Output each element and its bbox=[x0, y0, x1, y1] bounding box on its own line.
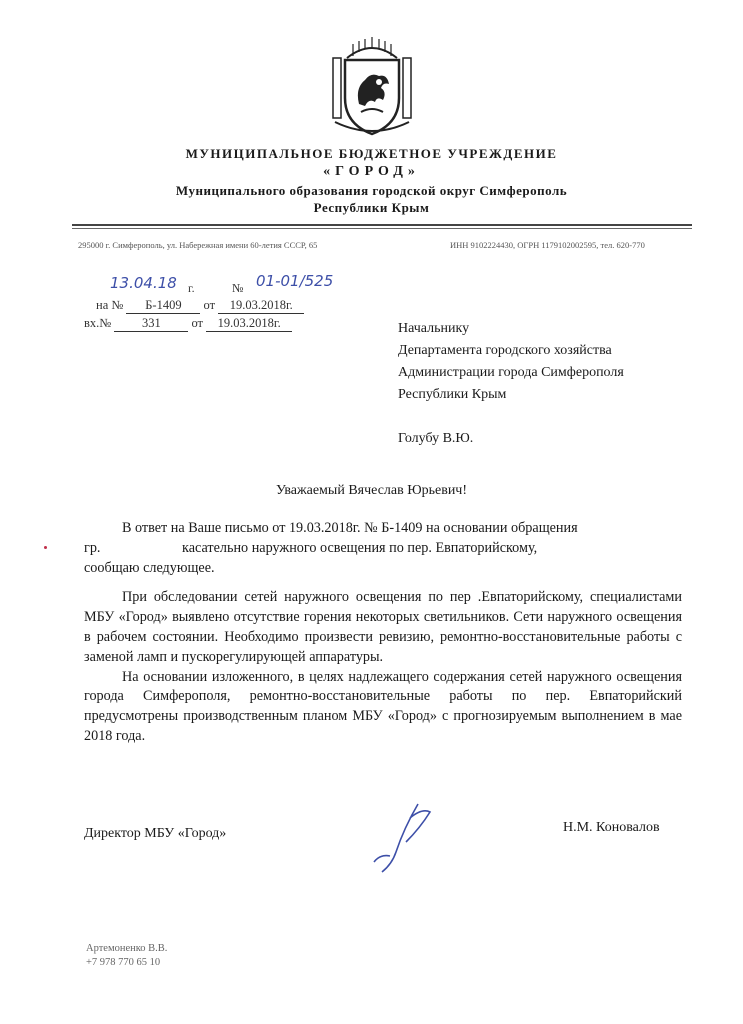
signatory-name: Н.М. Коновалов bbox=[563, 820, 660, 835]
date-suffix: г. bbox=[188, 281, 195, 295]
header-divider bbox=[72, 224, 692, 226]
paragraph-1-line3: сообщаю следующее. bbox=[84, 559, 215, 576]
addressee-block bbox=[398, 318, 624, 450]
org-name-line3: Муниципального образования городской округ Симферополь bbox=[175, 183, 568, 198]
outgoing-date-handwritten: 13.04.18 bbox=[110, 274, 177, 292]
org-name-line1: МУНИЦИПАЛЬНОЕ БЮДЖЕТНОЕ УЧРЕЖДЕНИЕ bbox=[185, 146, 558, 161]
paragraph-1 bbox=[84, 519, 682, 539]
addressee-line4: Республики Крым bbox=[398, 387, 507, 402]
executor-name: Артемоненко В.В. bbox=[86, 943, 168, 954]
handwritten-signature-icon bbox=[360, 798, 450, 878]
in-reply-date: 19.03.2018г. bbox=[218, 298, 304, 314]
ink-mark bbox=[44, 546, 47, 549]
header-divider-thin bbox=[72, 228, 692, 229]
addressee-line3: Администрации города Симферополя bbox=[398, 365, 624, 380]
incoming-from-label: от bbox=[191, 316, 204, 330]
addressee-name: Голубу В.Ю. bbox=[398, 431, 474, 446]
in-reply-from-label: от bbox=[203, 298, 216, 312]
org-name-line4: Республики Крым bbox=[313, 200, 430, 215]
org-name-line2: «ГОРОД» bbox=[323, 164, 420, 179]
org-requisites: ИНН 9102224430, ОГРН 1179102002595, тел. 620-770 bbox=[450, 240, 645, 250]
incoming-row bbox=[84, 316, 292, 332]
paragraph-3: На основании изложенного, в целях надлежащего содержания сетей наружного освещения города Симферополя, ремонтно-восстановительные работы по пер. Евпаторийский предусмотрены производственным планом МБУ «Город» с прогнозируемым выполнением в мае 2018 года. bbox=[84, 668, 682, 744]
incoming-label: вх.№ bbox=[84, 316, 112, 330]
signatory-title: Директор МБУ «Город» bbox=[84, 826, 227, 841]
paragraph-1-line2: гр. касательно наружного освещения по пер. Евпаторийскому, bbox=[84, 539, 538, 556]
addressee-line2: Департамента городского хозяйства bbox=[398, 343, 612, 358]
incoming-number: 331 bbox=[114, 316, 188, 332]
in-reply-row bbox=[96, 298, 304, 314]
paragraph-2: При обследовании сетей наружного освещения по пер .Евпаторийскому, специалистами МБУ «Город» выявлено отсутствие горения некоторых светильников. Сети наружного освещения в рабочем состоянии. Необходимо произвести ревизию, ремонтно-восстановительные работы с заменой ламп и пускорегулирующей аппаратуры. bbox=[84, 589, 682, 665]
letter-body bbox=[84, 519, 682, 747]
in-reply-number: Б-1409 bbox=[126, 298, 200, 314]
org-address: 295000 г. Симферополь, ул. Набережная имени 60-летия СССР, 65 bbox=[78, 240, 318, 250]
number-label: № bbox=[232, 281, 244, 295]
addressee-line1: Начальнику bbox=[398, 321, 470, 336]
paragraph-1-line1: В ответ на Ваше письмо от 19.03.2018г. № Б-1409 на основании обращения bbox=[122, 520, 578, 536]
greeting: Уважаемый Вячеслав Юрьевич! bbox=[275, 483, 468, 498]
in-reply-label: на № bbox=[96, 298, 124, 312]
executor-block bbox=[86, 942, 167, 970]
executor-phone: +7 978 770 65 10 bbox=[86, 957, 161, 968]
crimea-coat-of-arms-icon bbox=[329, 36, 415, 140]
incoming-date: 19.03.2018г. bbox=[206, 316, 292, 332]
outgoing-number-handwritten: 01-01/525 bbox=[256, 272, 334, 290]
